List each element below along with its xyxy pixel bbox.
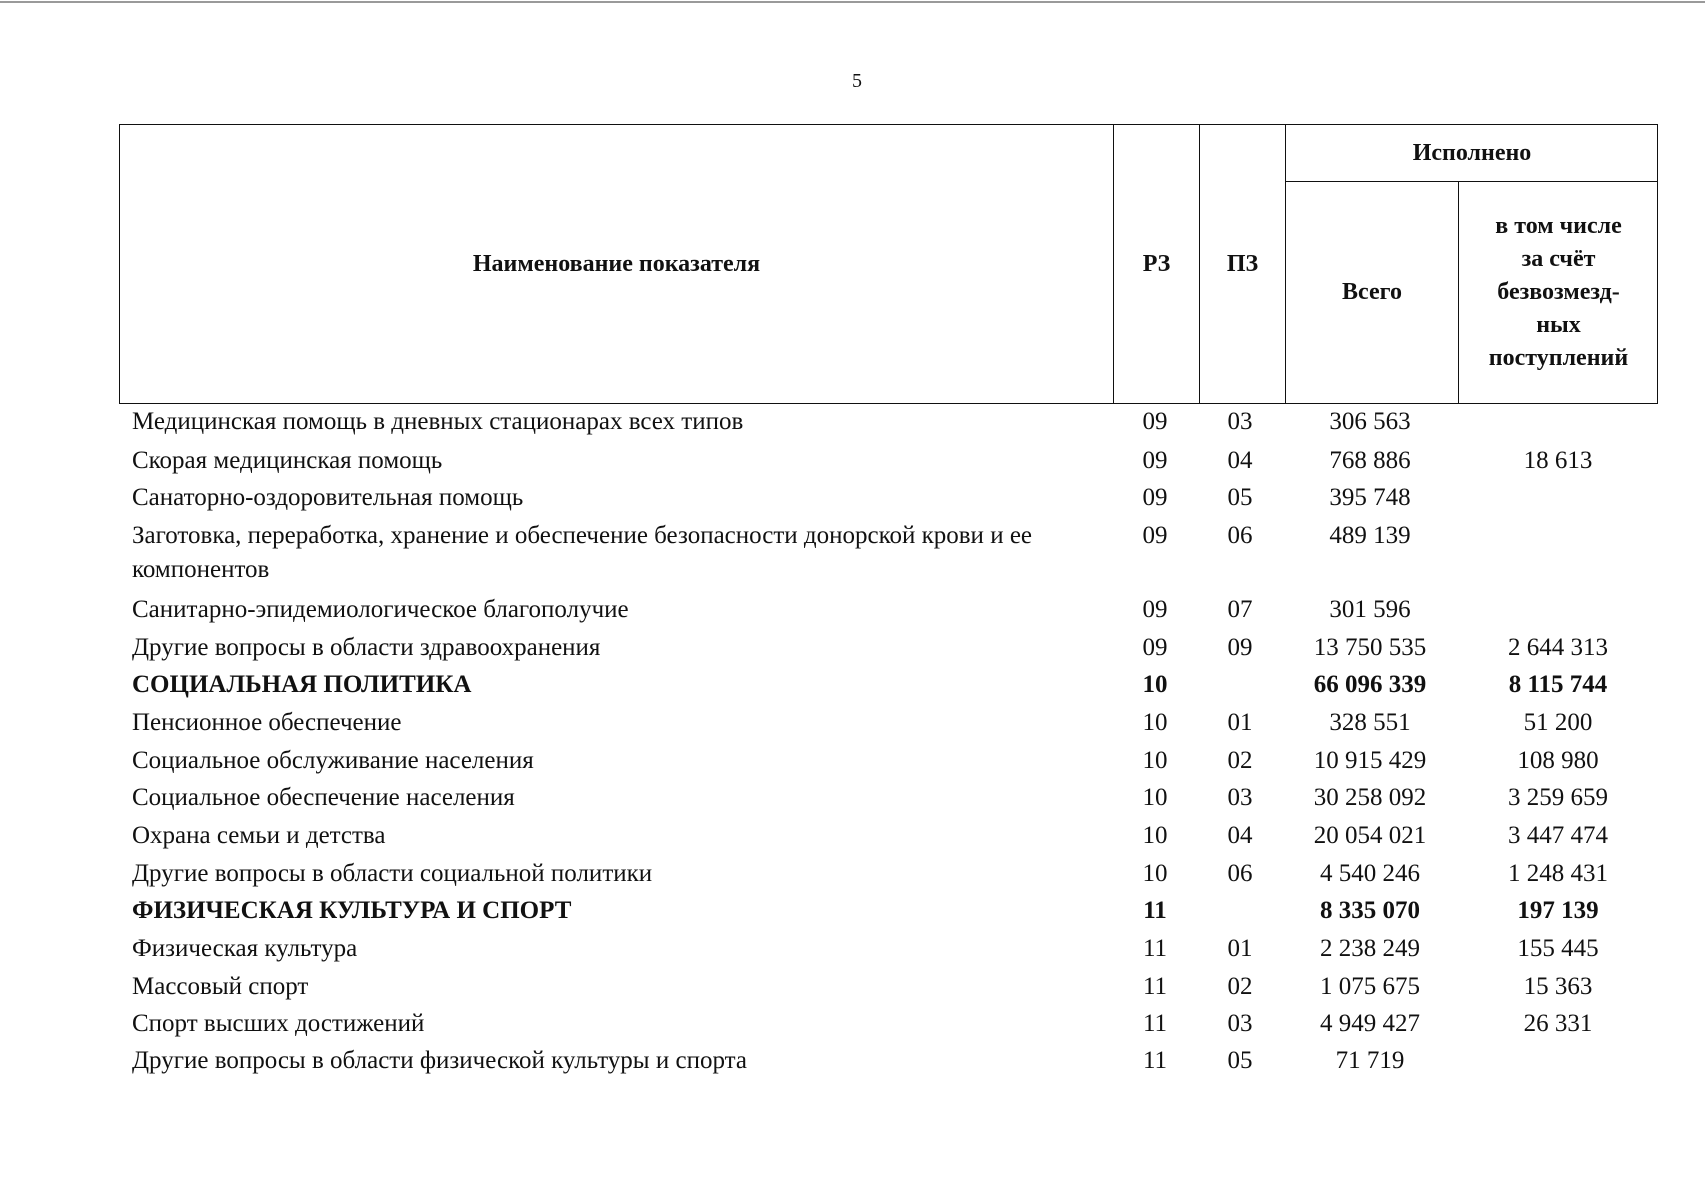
- table-header: [119, 124, 1658, 404]
- row-name: Социальное обслуживание населения: [132, 747, 534, 774]
- row-name: Социальное обеспечение населения: [132, 784, 515, 811]
- row-name: Пенсионное обеспечение: [132, 709, 402, 736]
- row-name: Физическая культура: [132, 935, 358, 962]
- row-name: Другие вопросы в области физической культуры и спорта: [132, 1047, 747, 1074]
- row-name: Заготовка, переработка, хранение и обеспечение безопасности донорской крови и ее компонентов: [132, 522, 1033, 583]
- header-free-line: за счёт: [1521, 245, 1596, 272]
- row-name: Санитарно-эпидемиологическое благополучие: [132, 596, 629, 623]
- row-name: Санаторно-оздоровительная помощь: [132, 484, 524, 511]
- header-total: Всего: [1342, 278, 1402, 305]
- header-name: Наименование показателя: [472, 250, 761, 277]
- row-name: Скорая медицинская помощь: [132, 447, 443, 474]
- row-name: СОЦИАЛЬНАЯ ПОЛИТИКА: [132, 671, 472, 698]
- header-rz: РЗ: [1142, 250, 1171, 277]
- header-free-receipts: [1459, 182, 1658, 402]
- row-name: Другие вопросы в области здравоохранения: [132, 634, 601, 661]
- page-number: 5: [852, 70, 862, 92]
- header-free-line: поступлений: [1488, 344, 1629, 371]
- scan-top-edge: [0, 1, 1705, 3]
- row-name: Спорт высших достижений: [132, 1010, 425, 1037]
- row-name: Охрана семьи и детства: [132, 822, 386, 849]
- header-free-line: в том числе: [1495, 212, 1622, 239]
- header-free-line: ных: [1536, 311, 1581, 338]
- row-name: Медицинская помощь в дневных стационарах всех типов: [132, 408, 744, 435]
- header-executed: Исполнено: [1412, 139, 1532, 166]
- row-name: ФИЗИЧЕСКАЯ КУЛЬТУРА И СПОРТ: [132, 897, 572, 924]
- header-free-line: безвозмезд-: [1497, 278, 1620, 305]
- row-name: Другие вопросы в области социальной политики: [132, 860, 653, 887]
- row-name: Массовый спорт: [132, 973, 309, 1000]
- header-pz: ПЗ: [1226, 250, 1259, 277]
